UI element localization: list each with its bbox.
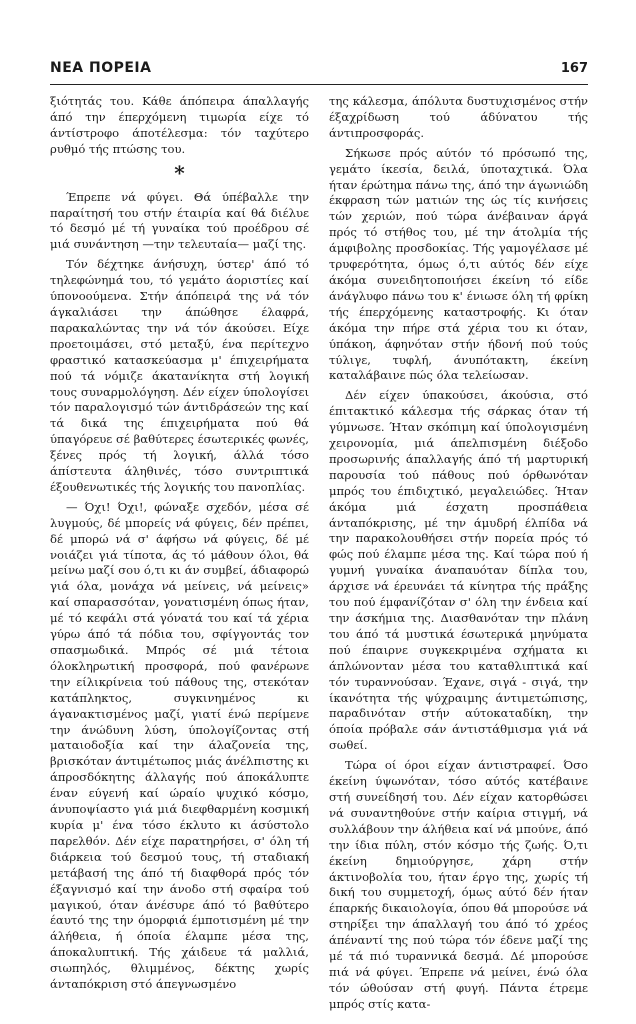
paragraph: Τόν δέχτηκε άνήσυχη, ύστερ' άπό τό τηλεφώνημά του, τό γεμάτο άοριστίες καί ύπονοούμενα. Στήν άπόπειρά της νά τόν άγκαλιάσει την άπώθησε έλαφρά, παρακαλώντας την νά τόν άκούσει. Είχε προετοιμάσει, στό μεταξύ, ένα περίτεχνο φραστικό κατασκεύασμα μ' έπιχειρήματα πού τά νόμιζε άκατανίκητα στή λογική τους συναρμολόγηση. Δέν είχεν ύπολογίσει τόν παραλογισμό τών άντιδράσεών της καί τά δικά της έπιχειρήματα πού θά ύπαγόρευε σέ βαθύτερες έσωτερικές φωνές, ξένες πρός τή λογική, άλλά τόσο άπίστευτα άληθινές, τόσο συντριπτικά έξουθενωτικές τής λογικής του πανοπλίας. <box>50 257 309 494</box>
paragraph: ξιότητάς του. Κάθε άπόπειρα άπαλλαγής άπό την έπερχόμενη τιμωρία είχε τό άντίστροφο άποτέλεσμα: τόν ταχύτερο ρυθμό τής πτώσης του. <box>50 94 309 156</box>
text-columns <box>50 94 588 1014</box>
paragraph: Έπρεπε νά φύγει. Θά ύπέβαλλε την παραίτησή του στήν έταιρία καί θά διέλυε τό δεσμό μέ τή γυναίκα τού προέδρου σέ μιά συνάντηση —την τελευταία— μαζί της. <box>50 189 309 252</box>
page-number: 167 <box>560 61 588 76</box>
running-header <box>50 60 588 78</box>
paragraph: Δέν είχεν ύπακούσει, άκούσια, στό έπιτακτικό κάλεσμα τής σάρκας όταν τή γύμνωσε. Ήταν σκόπιμη καί ύπολογισμένη χειρονομία, μιά άπελπισμένη διέξοδο προσωρινής άπαλλαγής άπό τή μαρτυρική παρουσία τού πάθους πού όρθωνόταν μπρός του έπιδιχτικό, μεγαλειώδες. Ήταν άκόμα μιά έσχατη προσπάθεια άνταπόκρισης, μέ την άμυδρή έλπίδα νά την παρακολουθήσει στήν πορεία πρός τό φώς πού έλαμπε μέσα της. Καί τώρα πού ή γυμνή γυναίκα άναπαυόταν δίπλα του, άρχισε νά έρευνάει τά κίνητρα τής πράξης του πού έμφανίζόταν σ' όλη την ένδεια καί την άσκήμια της. Διασθανόταν την πλάνη του άπό τά μυστικά έσωτερικά μηνύματα πού έπαιρνε συγκεκριμένα σχήματα κι άπλώνονταν μέσα του καταθλιπτικά καί τόν τυραννούσαν. Έχανε, σιγά - σιγά, την ίκανότητα τής ψύχραιμης άντιμετώπισης, παραδινόταν στήν αύτοκαταδίκη, την όποία πρόβαλε σάν άντιστάθμισμα γιά νά σωθεί. <box>329 388 588 753</box>
journal-title: ΝΕΑ ΠΟΡΕΙΑ <box>50 60 152 76</box>
paragraph: Τώρα οί όροι είχαν άντιστραφεί. Όσο έκείνη ύψωνόταν, τόσο αύτός κατέβαινε στή συνείδησή του. Δέν είχαν κατορθώσει νά συναντηθούνε στήν καίρια στιγμή, νά συλλάβουν την άλήθεια καί νά μπούνε, άπό την ίδια πύλη, στόν κόσμο τής ζωής. Ό,τι έκείνη δημιούργησε, χάρη στήν άκτινοβολία του, ήταν έργο της, χωρίς τή δική του συμμετοχή, όμως αύτό δέν ήταν έπαρκής δικαιολογία, όπου θά μπορούσε νά στηρίξει την άπαλλαγή του άπό τό χρέος άπέναντί της πού τώρα τόν έδενε μαζί της μέ τά πιό τυραννικά δεσμά. Δέ μπορούσε πιά νά φύγει. Έπρεπε νά μείνει, ένώ όλα τόν ώθούσαν στή φυγή. Πάντα έτρεμε μπρός στίς κατα- <box>329 758 588 1011</box>
paragraph: Σήκωσε πρός αύτόν τό πρόσωπό της, γεμάτο ίκεσία, δειλά, ύποταχτικά. Όλα ήταν έρώτημα πάνω της, άπό την άγωνιώδη έκφραση τών ματιών της ώς τίς κινήσεις τών χεριών, πού τώρα άνέβαιναν άργά πρός τό στήθος του, μέ την άτολμία τής άμφιβολης προσδοκίας. Τής γαμογέλασε μέ τρυφερότητα, όμως ό,τι αύτός δέν είχε άκόμα συνειδητοποιήσει έκείνη τό είδε άνάγλυφο πάνω του κ' ένιωσε όλη τή φρίκη τής έπερχόμενης καταστροφής. Κι όταν άκόμα την πήρε στά χέρια του κι όταν, ύπάκοη, άφηνόταν στήν ήδονή πού τούς τύλιγε, τυφλή, άνυπότακτη, έκείνη καταλάβαινε πώς όλα τελείωσαν. <box>329 145 588 383</box>
header-rule <box>50 84 588 85</box>
paragraph: της κάλεσμα, άπόλυτα δυστυχισμένος στήν έξαχρίδωση τού άδύνατου τής άντιπροσφοράς. <box>329 94 588 140</box>
paragraph: — Όχι! Όχι!, φώναξε σχεδόν, μέσα σέ λυγμούς, δέ μπορείς νά φύγεις, δέν πρέπει, δέ μπορώ νά σ' άφήσω νά φύγεις, δέ μέ νοιάζει γιά τίποτα, άς τό μάθουν όλοι, θά μείνω μαζί σου ό,τι κι άν συμβεί, άδιαφορώ γιά όλα, μονάχα νά μείνεις, νά μείνεις» καί σπαρασσόταν, γονατισμένη όπως ήταν, μέ τό κεφάλι στά γόνατά του καί τά χέρια γύρω άπό τά πόδια του, σφίγγοντάς τον σπασμωδικά. Μπρός σέ μιά τέτοια όλοκληρωτική προσφορά, πού φανέρωνε την είλικρίνεια τού πάθους της, στεκόταν κατάπληκτος, συγκινημένος κι άγανακτισμένος μαζί, γιατί ένώ περίμενε την άνώδυνη λύση, ύπολογίζοντας στή ματαιοδοξία καί την άλαζονεία της, βρισκόταν άντιμέτωπος μιάς άνέλπιστης κι άπροσδόκητης άλλαγής πού άποκάλυπτε έναν εύγενή καί ώραίο ψυχικό κόσμο, άνυποψίαστο γιά μιά διεφθαρμένη κοσμική κυρία μ' ένα τόσο έκλυτο κι άσύστολο παρελθόν. Δέν είχε παρατηρήσει, σ' όλη τή διάρκεια τού δεσμού τους, τή σταδιακή μετάβασή της άπό τή διαφθορά πρός τόν έξαγνισμό καί την άνοδο στή σφαίρα τού μαγικού, όταν άνέσυρε άπό τό βαθύτερο έαυτό της την όμορφιά έμποτισμένη μέ την άλήθεια, ή όποία έλαμπε μέσα της, άποκαλυπτική. Τής χάιδευε τά μαλλιά, σιωπηλός, θλιμμένος, δέκτης χωρίς άνταπόκριση στό άπεγνωσμένο <box>50 499 309 992</box>
section-separator: * <box>174 160 185 185</box>
right-column <box>329 94 588 1014</box>
left-column <box>50 94 309 1014</box>
